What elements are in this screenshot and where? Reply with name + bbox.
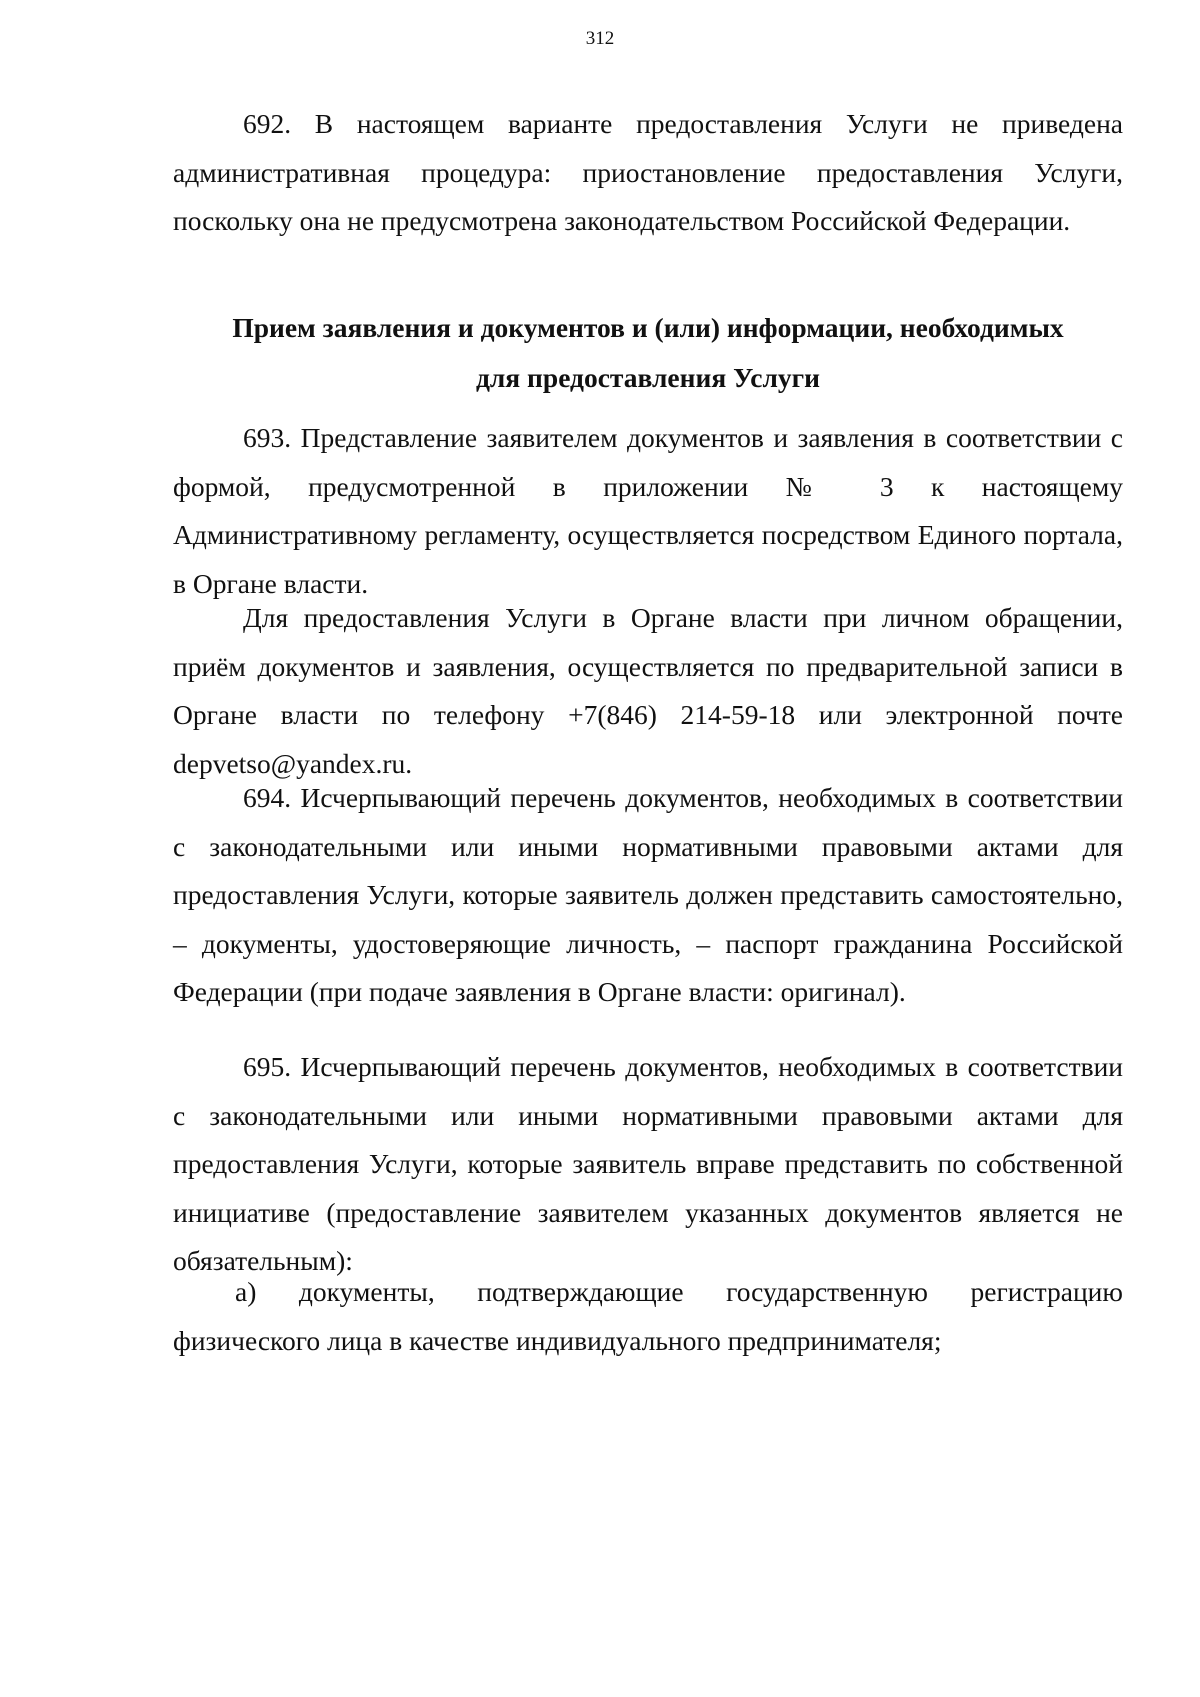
paragraph-694: 694. Исчерпывающий перечень документов, необходимых в соответствии с законодательными или иными нормативными правовыми актами для предоставления Услуги, которые заявитель должен представить самостоятельно, – документы, удостоверяющие личность, – паспорт гражданина Российской Федерации (при подаче заявления в Органе власти: оригинал).	[173, 782, 1123, 1007]
paragraph-692: 692. В настоящем варианте предоставления Услуги не приведена административная процедура: приостановление предоставления Услуги, поскольку она не предусмотрена законодательством Российской Федерации.	[173, 108, 1123, 236]
list-item-word: регистрацию	[970, 1276, 1123, 1307]
list-item-word: документы,	[298, 1276, 435, 1307]
list-item-a-first-line	[173, 1268, 1123, 1317]
list-item-a	[173, 1268, 1123, 1365]
list-item-word: подтверждающие	[477, 1276, 684, 1307]
section-heading	[173, 303, 1123, 403]
paragraph-693-contact: Для предоставления Услуги в Органе власти при личном обращении, приём документов и заявления, осуществляется по предварительной записи в Органе власти по телефону +7(846) 214-59-18 или электронной почте depvetso@yandex.ru.	[173, 602, 1123, 779]
list-item-marker: а)	[235, 1276, 257, 1307]
list-item-word: государственную	[726, 1276, 928, 1307]
page-number: 312	[585, 28, 615, 49]
section-heading-line-2: для предоставления Услуги	[475, 362, 821, 393]
section-heading-line-1: Прием заявления и документов и (или) информации, необходимых	[232, 312, 1064, 343]
paragraph-695: 695. Исчерпывающий перечень документов, необходимых в соответствии с законодательными или иными нормативными правовыми актами для предоставления Услуги, которые заявитель вправе представить по собственной инициативе (предоставление заявителем указанных документов является не обязательным):	[173, 1051, 1123, 1276]
paragraph-693: 693. Представление заявителем документов и заявления в соответствии с формой, предусмотренной в приложении № 3 к настоящему Административному регламенту, осуществляется посредством Единого портала, в Органе власти.	[173, 422, 1123, 599]
list-item-a-continuation: физического лица в качестве индивидуального предпринимателя;	[173, 1324, 942, 1356]
